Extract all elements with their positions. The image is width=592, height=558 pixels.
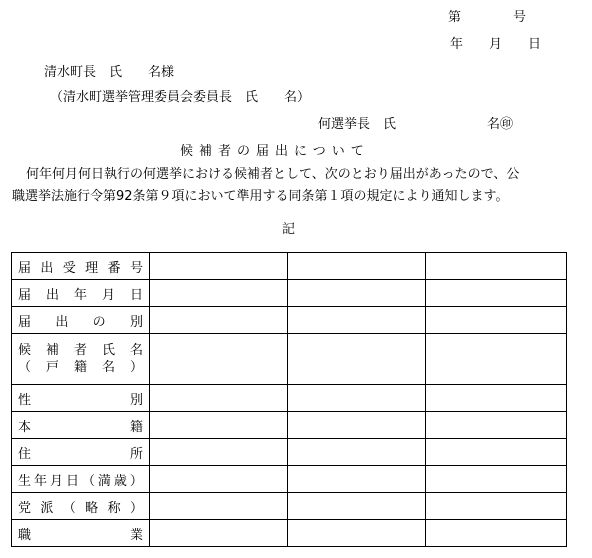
- entry-cell: [426, 334, 567, 385]
- row-label-text: [18, 257, 143, 276]
- entry-cell: [426, 307, 567, 334]
- row-label-char: 日: [129, 287, 143, 303]
- entry-cell: [288, 439, 426, 466]
- row-label-text: [18, 342, 143, 359]
- entry-cell: [426, 412, 567, 439]
- notice-body: [12, 164, 584, 208]
- row-label-char: 住: [18, 446, 32, 462]
- row-label-text: [18, 524, 143, 543]
- row-label: [12, 307, 150, 334]
- entry-cell: [288, 493, 426, 520]
- row-label-char: 者: [73, 343, 87, 358]
- entry-cell: [426, 520, 567, 547]
- table-row: [12, 334, 567, 385]
- row-label-text: [18, 311, 143, 330]
- row-label: [12, 439, 150, 466]
- entry-cell: [150, 307, 288, 334]
- entry-cell: [426, 493, 567, 520]
- entry-cell: [288, 412, 426, 439]
- row-label-char: 補: [45, 343, 59, 358]
- entry-cell: [150, 439, 288, 466]
- notice-number-label: 第 号: [448, 10, 527, 25]
- row-label-text: [18, 470, 143, 489]
- entry-cell: [150, 520, 288, 547]
- row-label-char: 所: [129, 446, 143, 462]
- addressee-election-committee: （清水町選挙管理委員会委員長 氏 名）: [50, 90, 311, 105]
- table-row: [12, 280, 567, 307]
- row-label-char: 職: [18, 527, 32, 543]
- row-label-char: 日: [65, 473, 79, 489]
- row-label-char: 党: [18, 500, 32, 516]
- row-label-char: 別: [129, 314, 143, 330]
- row-label-char: 派: [40, 500, 54, 516]
- row-label-char: 出: [45, 287, 59, 303]
- entry-cell: [288, 253, 426, 280]
- row-label-char: の: [92, 314, 106, 330]
- entry-cell: [426, 385, 567, 412]
- table-row: [12, 253, 567, 280]
- row-label-char: （: [18, 360, 32, 375]
- table-row: [12, 439, 567, 466]
- row-label: [12, 334, 150, 385]
- row-label-char: （: [62, 500, 76, 516]
- row-label: [12, 253, 150, 280]
- row-label-char: 届: [18, 314, 32, 330]
- row-label-char: 称: [107, 500, 121, 516]
- entry-cell: [288, 385, 426, 412]
- row-label-char: 別: [129, 392, 143, 408]
- row-label-text: [18, 359, 143, 376]
- addressee-mayor: 清水町長 氏 名様: [44, 65, 175, 80]
- row-label: [12, 520, 150, 547]
- row-label-text: [18, 284, 143, 303]
- row-label-text: [18, 443, 143, 462]
- row-label-char: 出: [55, 314, 69, 330]
- row-label-char: 業: [129, 527, 143, 543]
- entry-cell: [150, 280, 288, 307]
- row-label-char: 本: [18, 419, 32, 435]
- row-label: [12, 412, 150, 439]
- notice-body-line-2: 職選挙法施行令第92条第９項において準用する同条第１項の規定により通知します。: [12, 189, 509, 204]
- row-label: [12, 466, 150, 493]
- entry-cell: [288, 334, 426, 385]
- row-label-char: 届: [18, 287, 32, 303]
- row-label-char: 番: [107, 260, 121, 276]
- row-label-char: ）: [129, 500, 143, 516]
- entry-cell: [288, 307, 426, 334]
- row-label-char: 受: [62, 260, 76, 276]
- row-label-char: （: [81, 473, 95, 489]
- row-label: [12, 280, 150, 307]
- page-title: 候補者の届出について: [180, 144, 370, 159]
- entry-cell: [288, 520, 426, 547]
- entry-cell: [150, 412, 288, 439]
- row-label-char: 籍: [129, 419, 143, 435]
- row-label-char: 年: [73, 287, 87, 303]
- row-label: [12, 493, 150, 520]
- entry-cell: [288, 466, 426, 493]
- row-label-char: 号: [129, 260, 143, 276]
- notice-body-line-1: 何年何月何日執行の何選挙における候補者として、次のとおり届出があったので、公: [26, 167, 520, 182]
- row-label-text: [18, 389, 143, 408]
- row-label-char: 籍: [73, 360, 87, 375]
- row-label-char: 略: [85, 500, 99, 516]
- row-label-char: 候: [18, 343, 32, 358]
- table-row: [12, 466, 567, 493]
- entry-cell: [150, 466, 288, 493]
- row-label-char: ）: [129, 473, 143, 489]
- row-label-stack: [18, 342, 143, 376]
- entry-cell: [288, 280, 426, 307]
- row-label-char: 年: [33, 473, 47, 489]
- row-label-char: 歳: [113, 473, 127, 489]
- table-row: [12, 412, 567, 439]
- entry-cell: [150, 385, 288, 412]
- candidate-info-table: [11, 252, 567, 547]
- row-label-char: 月: [49, 473, 63, 489]
- entry-cell: [426, 439, 567, 466]
- table-row: [12, 385, 567, 412]
- row-label-text: [18, 416, 143, 435]
- row-label-char: 名: [101, 360, 115, 375]
- row-label-char: 出: [40, 260, 54, 276]
- row-label-char: 生: [18, 473, 32, 489]
- row-label-char: 性: [18, 392, 32, 408]
- row-label-char: 氏: [101, 343, 115, 358]
- entry-cell: [150, 253, 288, 280]
- table-row: [12, 520, 567, 547]
- table-row: [12, 307, 567, 334]
- row-label-text: [18, 497, 143, 516]
- sender-election-chief: 何選挙長 氏 名㊞: [318, 117, 514, 132]
- entry-cell: [426, 253, 567, 280]
- row-label: [12, 385, 150, 412]
- row-label-char: 届: [18, 260, 32, 276]
- table-row: [12, 493, 567, 520]
- row-label-char: 理: [85, 260, 99, 276]
- entry-cell: [426, 466, 567, 493]
- entry-cell: [150, 334, 288, 385]
- notice-date-label: 年 月 日: [450, 37, 542, 52]
- row-label-char: ）: [129, 360, 143, 375]
- entry-cell: [150, 493, 288, 520]
- row-label-char: 満: [97, 473, 111, 489]
- row-label-char: 名: [129, 343, 143, 358]
- candidate-info-table-body: [12, 253, 567, 547]
- ki-heading: 記: [282, 222, 296, 237]
- row-label-char: 戸: [45, 360, 59, 375]
- entry-cell: [426, 280, 567, 307]
- row-label-char: 月: [101, 287, 115, 303]
